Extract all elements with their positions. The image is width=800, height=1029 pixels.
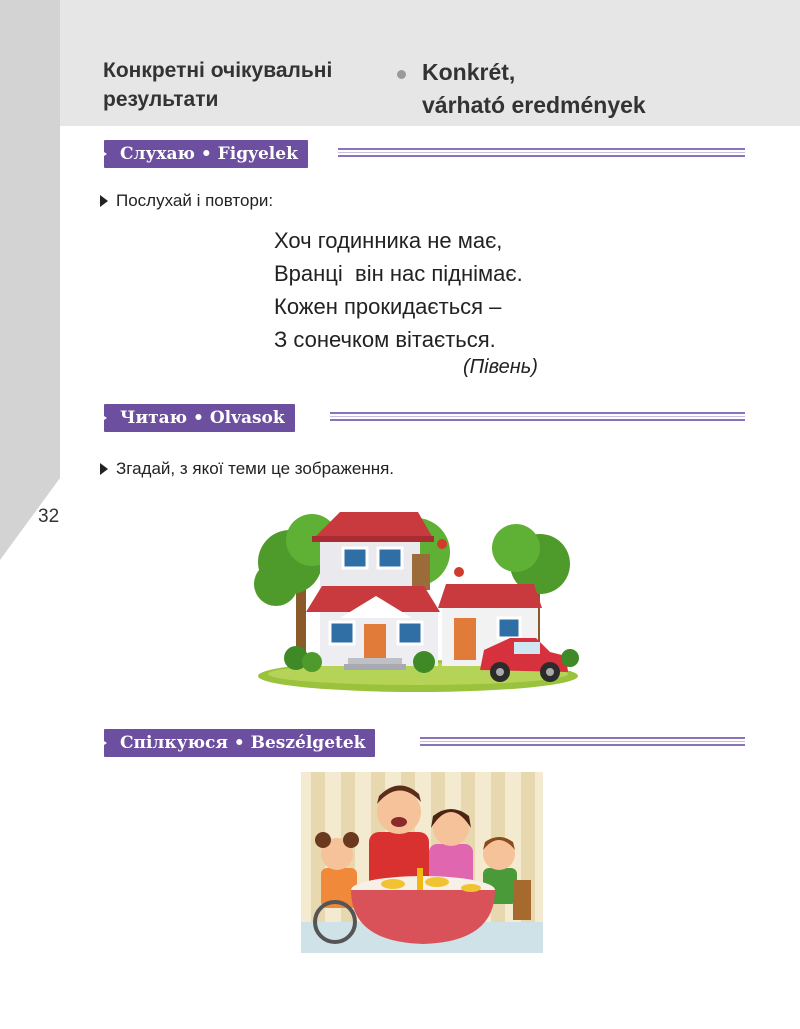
header-ua-line1: Конкретні очікувальні — [103, 59, 333, 82]
bullet-dot — [397, 70, 406, 79]
section-rule — [420, 737, 745, 746]
poem-line: З сонечком вітається. — [274, 327, 496, 352]
triangle-bullet-icon — [100, 463, 108, 475]
poem-answer: (Півень) — [463, 356, 538, 378]
header-hu-line1: Konkrét, — [422, 59, 516, 85]
page-number: 32 — [38, 506, 60, 527]
header-hu-line2: várható eredmények — [422, 92, 646, 118]
tag-arrow-icon — [98, 737, 107, 749]
instruction-listen — [100, 191, 273, 211]
section-listen-header — [98, 140, 745, 170]
poem-line: Хоч годинника не має, — [274, 228, 503, 253]
instruction-listen-text: Послухай і повтори: — [116, 191, 274, 210]
triangle-bullet-icon — [100, 195, 108, 207]
section-read-header — [98, 404, 745, 434]
poem-line: Кожен прокидається – — [274, 294, 502, 319]
instruction-read-text: Згадай, з якої теми це зображення. — [116, 459, 395, 478]
tag-arrow-icon — [98, 148, 107, 160]
tag-arrow-icon — [98, 412, 107, 424]
house-illustration — [248, 500, 588, 694]
instruction-read — [100, 459, 394, 479]
section-rule — [330, 412, 745, 421]
section-rule — [338, 148, 745, 157]
section-talk-header — [98, 729, 745, 759]
header-ua-line2: результати — [103, 88, 219, 111]
section-read-tag: Читаю • Olvasok — [104, 404, 295, 432]
header-title-hungarian — [422, 56, 646, 122]
section-listen-tag: Слухаю • Figyelek — [104, 140, 308, 168]
header-title-ukrainian — [103, 56, 332, 114]
section-talk-tag: Спілкуюся • Beszélgetek — [104, 729, 375, 757]
family-dinner-illustration — [301, 772, 543, 953]
poem-line: Вранці він нас піднімає. — [274, 261, 523, 286]
poem — [274, 224, 523, 356]
